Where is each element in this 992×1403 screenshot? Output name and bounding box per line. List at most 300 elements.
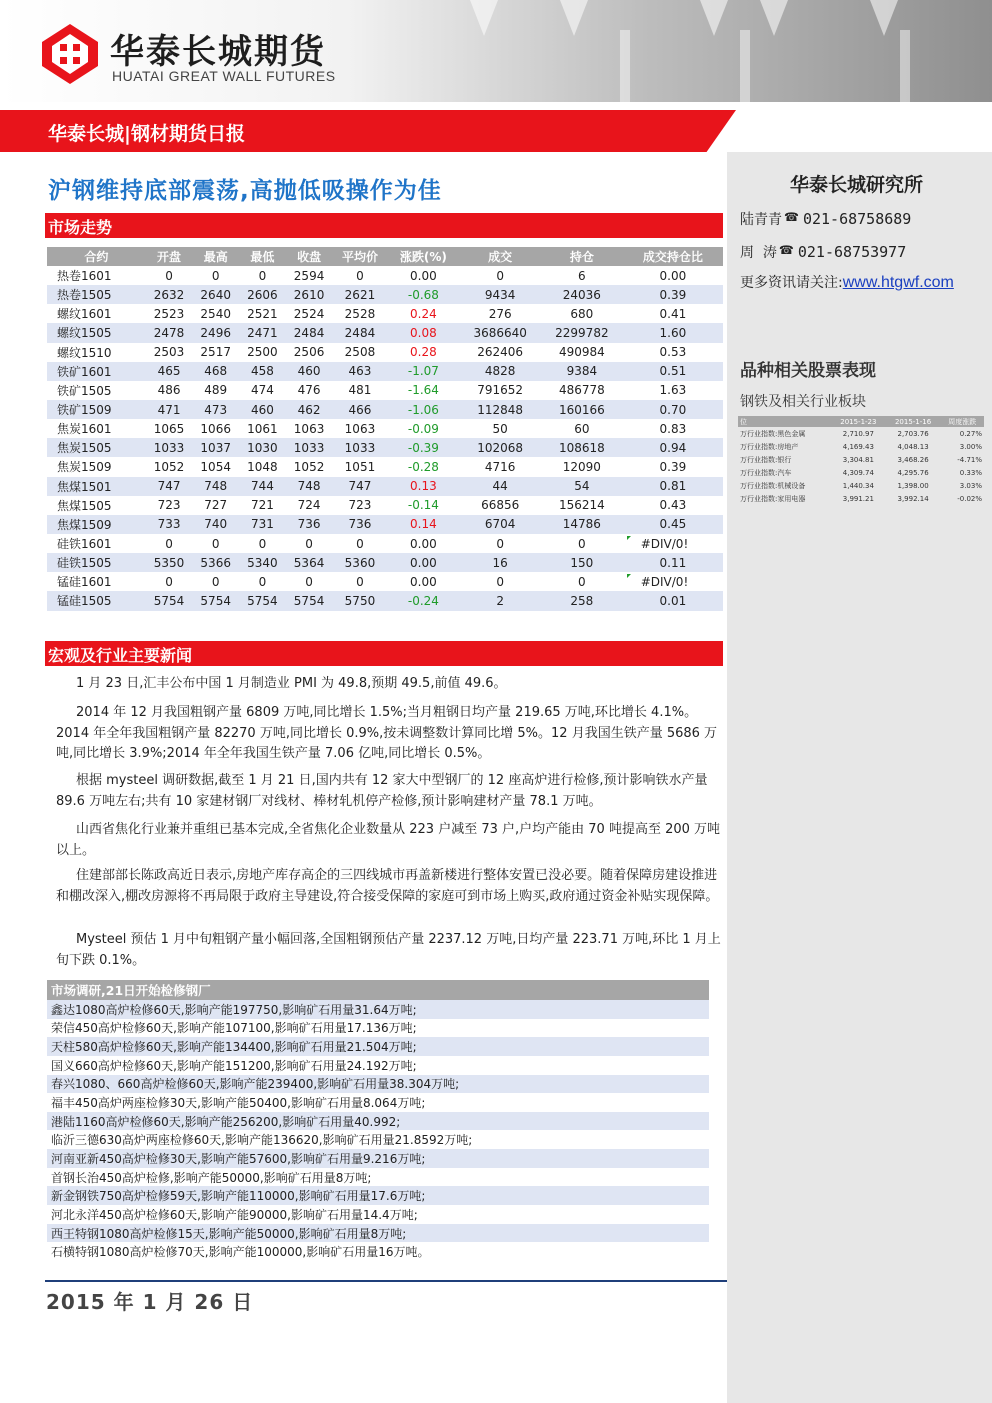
cell-value: 5754 (200, 593, 231, 608)
cell-value: 铁矿1509 (57, 403, 112, 418)
table-cell (47, 457, 146, 476)
table-header-cell: 持仓 (541, 247, 623, 266)
cell-value: 2517 (200, 345, 231, 360)
table-cell (387, 591, 459, 610)
cell-value: 2484 (344, 325, 376, 340)
table-row (47, 1075, 709, 1094)
table-cell: 1,398.00 (897, 481, 929, 490)
table-header-cell: 涨跌(%) (387, 247, 459, 266)
contact-row (740, 209, 911, 229)
table-cell (192, 477, 239, 496)
cell-value: 0 (305, 574, 313, 589)
cell-value: -0.09 (407, 421, 439, 436)
table-row (47, 1186, 709, 1205)
table-cell (47, 419, 146, 438)
table-cell: 3,991.21 (842, 494, 874, 503)
table-row (47, 534, 723, 553)
cell-value: 276 (488, 306, 512, 321)
survey-item: 新金钢铁750高炉检修59天,影响产能110000,影响矿石用量17.6万吨; (47, 1186, 709, 1205)
table-cell (286, 534, 333, 553)
table-cell (146, 438, 193, 457)
table-cell (286, 285, 333, 304)
table-cell (192, 457, 239, 476)
survey-item: 港陆1160高炉检修60天,影响产能256200,影响矿石用量40.992; (47, 1112, 709, 1131)
table-cell (459, 591, 541, 610)
table-header-cell: 2015-1-16 (886, 416, 941, 427)
table-cell (239, 304, 286, 323)
table-cell (623, 266, 723, 285)
table-cell (623, 285, 723, 304)
cell-value: 460 (250, 402, 274, 417)
cell-value: 0.28 (410, 345, 437, 360)
table-row (47, 457, 723, 476)
table-header-row (47, 247, 723, 266)
table-cell (146, 572, 193, 591)
table-cell (332, 266, 387, 285)
cell-value: 2 (496, 593, 504, 608)
table-row (47, 304, 723, 323)
section-title-market: 市场走势 (45, 213, 723, 238)
cell-value: #DIV/0! (640, 575, 689, 590)
cell-value: 1063 (293, 421, 325, 436)
table-row (47, 515, 723, 534)
table-cell (387, 553, 459, 572)
table-cell (332, 400, 387, 419)
cell-value: 焦煤1501 (57, 479, 112, 494)
brand-name-en: HUATAI GREAT WALL FUTURES (112, 68, 336, 84)
table-cell (146, 591, 193, 610)
table-cell (146, 343, 193, 362)
page-headline: 沪钢维持底部震荡,高抛低吸操作为佳 (48, 178, 442, 204)
table-cell (192, 534, 239, 553)
table-header-cell: 最低 (239, 247, 286, 266)
table-cell: 万行业指数:家用电器 (740, 494, 806, 503)
table-row (47, 285, 723, 304)
cell-value: 0.24 (410, 306, 437, 321)
table-row (47, 1019, 709, 1038)
cell-value: 5350 (153, 555, 185, 570)
table-cell (192, 591, 239, 610)
header-decoration (870, 0, 898, 36)
table-cell (387, 381, 459, 400)
cell-value: 1033 (153, 440, 185, 455)
table-row (47, 1037, 709, 1056)
table-cell (387, 572, 459, 591)
cell-value: 2484 (293, 325, 325, 340)
cell-value: 748 (297, 479, 321, 494)
table-cell (459, 400, 541, 419)
table-cell: 4,295.76 (897, 468, 929, 477)
cell-value: 锰硅1505 (57, 594, 112, 609)
cell-value: 0.41 (659, 306, 687, 321)
cell-value: -0.14 (407, 498, 439, 513)
institute-name: 华泰长城研究所 (790, 174, 924, 196)
cell-value: 14786 (562, 517, 601, 532)
cell-value: 5754 (247, 593, 278, 608)
cell-value: 486 (157, 383, 181, 398)
table-row (47, 343, 723, 362)
cell-value: 0 (165, 574, 173, 589)
table-cell (623, 400, 723, 419)
table-cell (459, 362, 541, 381)
survey-title: 市场调研,21日开始检修钢厂 (47, 980, 709, 1000)
cell-value: 156214 (558, 498, 605, 513)
cell-value: 2640 (200, 287, 231, 302)
cell-value: 6 (578, 268, 586, 283)
cell-value: 1033 (293, 440, 325, 455)
cell-value: 焦炭1509 (57, 460, 112, 475)
table-row (47, 1112, 709, 1131)
table-row (47, 1000, 709, 1019)
contact-row (740, 242, 906, 262)
cell-value: 721 (250, 498, 274, 513)
table-cell (541, 457, 623, 476)
table-cell (239, 400, 286, 419)
table-cell (192, 381, 239, 400)
cell-value: 0.83 (659, 421, 687, 436)
phone-icon: ☎ (784, 210, 799, 224)
table-row (47, 553, 723, 572)
cell-value: 748 (204, 479, 228, 494)
contact-phone: 021-68753977 (797, 243, 907, 261)
table-cell (541, 591, 623, 610)
table-header-cell: 合约 (47, 247, 146, 266)
cell-value: 铁矿1601 (57, 364, 112, 379)
table-cell (286, 457, 333, 476)
cell-value: 0.00 (410, 574, 437, 589)
table-cell (623, 572, 723, 591)
news-paragraph: 1 月 23 日,汇丰公布中国 1 月制造业 PMI 为 49.8,预期 49.5,前值 49.6。 (76, 676, 507, 691)
table-cell (332, 343, 387, 362)
table-row (47, 323, 723, 342)
table-cell (47, 572, 146, 591)
table-cell (239, 419, 286, 438)
cell-value: 锰硅1601 (57, 575, 112, 590)
table-cell: 0.27% (959, 429, 982, 438)
table-cell (332, 534, 387, 553)
cell-value: 0 (258, 574, 267, 589)
news-paragraph: 住建部部长陈政高近日表示,房地产库存高企的三四线城市再盖新楼进行整体安置已没必要。随着保障房建设推进和棚改深入,棚改房源将不再局限于政府主导建设,符合接受保障的家庭可到市场上购买,政府通过资金补贴实现保障。 (56, 868, 719, 904)
header-decoration (760, 0, 788, 36)
table-cell (146, 266, 193, 285)
table-row (47, 591, 723, 610)
page-header (0, 0, 992, 102)
cell-value: 5754 (153, 593, 185, 608)
table-cell: 万行业指数:房地产 (740, 442, 799, 451)
table-cell (387, 496, 459, 515)
cell-value: 0.00 (659, 268, 687, 283)
sidebar (727, 152, 992, 1403)
table-cell (387, 323, 459, 342)
table-cell (332, 591, 387, 610)
table-cell (332, 477, 387, 496)
table-row (738, 453, 984, 466)
cell-value: 0 (356, 268, 364, 283)
table-cell: 2,703.76 (897, 429, 929, 438)
table-cell: 万行业指数:银行 (740, 455, 792, 464)
contact-phone: 021-68758689 (802, 210, 912, 228)
table-cell (541, 572, 623, 591)
table-cell (623, 381, 723, 400)
table-cell (146, 304, 193, 323)
report-date: 2015-01-26 (780, 126, 911, 150)
survey-item: 石横特钢1080高炉检修70天,影响产能100000,影响矿石用量16万吨。 (51, 1245, 430, 1260)
cell-value: 9384 (566, 364, 598, 379)
cell-value: 486778 (558, 383, 605, 398)
table-cell (332, 285, 387, 304)
section-title-news: 宏观及行业主要新闻 (45, 641, 723, 666)
table-cell (623, 304, 723, 323)
cell-value: 0 (165, 536, 173, 551)
table-cell: -4.71% (957, 455, 982, 464)
table-cell (146, 457, 193, 476)
table-cell (146, 323, 193, 342)
table-cell (192, 400, 239, 419)
cell-value: 4716 (484, 459, 516, 474)
table-row (47, 1168, 709, 1187)
cell-value: 150 (570, 555, 594, 570)
table-header-cell: 平均价 (332, 247, 387, 266)
table-cell: 3,468.26 (897, 455, 929, 464)
cell-value: 焦煤1509 (57, 517, 112, 532)
table-cell (146, 419, 193, 438)
cell-value: 462 (297, 402, 321, 417)
table-cell (332, 381, 387, 400)
table-header-cell: 成交 (459, 247, 541, 266)
table-header-row (738, 416, 984, 427)
table-cell: 3.00% (959, 442, 982, 451)
table-cell: 3.03% (959, 481, 982, 490)
table-header-cell: 成交持仓比 (623, 247, 723, 266)
table-cell (286, 572, 333, 591)
cell-value: 0.39 (659, 287, 687, 302)
table-cell (541, 515, 623, 534)
header-decoration (740, 30, 750, 102)
cell-value: 5750 (344, 593, 376, 608)
table-cell (286, 553, 333, 572)
cell-value: 焦煤1505 (57, 498, 112, 513)
table-cell (47, 515, 146, 534)
table-cell (459, 553, 541, 572)
table-cell (286, 400, 333, 419)
cell-value: 螺纹1510 (57, 345, 112, 360)
table-cell (459, 266, 541, 285)
cell-value: 1.60 (659, 325, 687, 340)
table-row (738, 466, 984, 479)
survey-item: 春兴1080、660高炉检修60天,影响产能239400,影响矿石用量38.304万吨; (47, 1075, 709, 1094)
cell-value: 736 (348, 517, 372, 532)
table-cell (541, 400, 623, 419)
cell-value: 258 (570, 593, 594, 608)
table-cell (47, 496, 146, 515)
table-cell: 4,048.13 (897, 442, 929, 451)
cell-value: 791652 (477, 383, 524, 398)
table-cell (239, 438, 286, 457)
report-title: 华泰长城|钢材期货日报 (48, 123, 245, 145)
table-cell (623, 591, 723, 610)
table-cell (541, 477, 623, 496)
cell-value: 473 (204, 402, 228, 417)
cell-value: -1.64 (407, 383, 439, 398)
stock-heading: 品种相关股票表现 (740, 361, 876, 381)
table-cell (239, 362, 286, 381)
cell-value: 2521 (247, 306, 278, 321)
cell-value: 2524 (293, 306, 325, 321)
cell-value: 2632 (153, 287, 185, 302)
table-row (47, 1205, 709, 1224)
cell-value: 16 (492, 555, 508, 570)
table-row (738, 492, 984, 505)
table-cell: 3,304.81 (842, 455, 874, 464)
table-cell (286, 266, 333, 285)
website-link[interactable]: www.htgwf.com (842, 274, 954, 291)
cell-value: 50 (492, 421, 508, 436)
market-table (47, 247, 723, 611)
table-cell (541, 343, 623, 362)
cell-value: 硅铁1601 (57, 537, 112, 552)
table-cell (387, 400, 459, 419)
table-cell (239, 496, 286, 515)
table-cell (286, 477, 333, 496)
table-cell (459, 323, 541, 342)
table-row (738, 479, 984, 492)
cell-value: 731 (250, 517, 274, 532)
cell-value: 1030 (247, 440, 278, 455)
survey-item: 临沂三德630高炉两座检修60天,影响产能136620,影响矿石用量21.8592万吨; (51, 1133, 473, 1148)
cell-value: 54 (574, 479, 590, 494)
table-cell (146, 285, 193, 304)
cell-value: 2594 (293, 268, 325, 283)
cell-value: 723 (348, 498, 372, 513)
table-cell (192, 266, 239, 285)
cell-value: 螺纹1505 (57, 326, 112, 341)
cell-value: 1052 (293, 459, 325, 474)
brand-name-cn: 华泰长城期货 (110, 32, 326, 72)
cell-value: 1061 (247, 421, 278, 436)
header-decoration (560, 0, 588, 36)
header-decoration (700, 0, 728, 36)
table-cell (623, 362, 723, 381)
table-cell (459, 381, 541, 400)
cell-value: 466 (348, 402, 372, 417)
cell-value: 0 (211, 268, 220, 283)
company-logo-icon (42, 24, 98, 84)
cell-value: -0.28 (407, 459, 439, 474)
table-cell (47, 438, 146, 457)
table-cell (239, 553, 286, 572)
cell-value: 0.53 (659, 345, 687, 360)
table-cell (623, 438, 723, 457)
cell-value: 2478 (153, 325, 185, 340)
cell-value: 5754 (293, 593, 325, 608)
cell-value: 1037 (200, 440, 231, 455)
table-cell (623, 457, 723, 476)
table-cell (459, 515, 541, 534)
table-cell (459, 572, 541, 591)
cell-value: 5364 (293, 555, 325, 570)
table-cell (623, 343, 723, 362)
cell-value: 744 (250, 479, 274, 494)
table-cell (623, 496, 723, 515)
table-cell (239, 534, 286, 553)
news-paragraph: Mysteel 预估 1 月中旬粗钢产量小幅回落,全国粗钢预估产量 2237.12 万吨,日均产量 223.71 万吨,环比 1 月上旬下跌 0.1%。 (56, 932, 721, 968)
cell-value: 468 (204, 364, 228, 379)
table-row (47, 496, 723, 515)
more-info-label: 更多资讯请关注: (740, 275, 843, 291)
table-cell (459, 304, 541, 323)
table-cell (47, 400, 146, 419)
table-cell (459, 343, 541, 362)
sector-index-table (738, 416, 984, 505)
table-cell (541, 323, 623, 342)
cell-value: 0 (305, 536, 313, 551)
cell-value: 44 (492, 479, 508, 494)
table-header-cell: 周度涨跌 (940, 416, 984, 427)
table-cell (387, 457, 459, 476)
cell-value: 1048 (247, 459, 278, 474)
table-cell (541, 381, 623, 400)
survey-item: 河北永洋450高炉检修60天,影响产能90000,影响矿石用量14.4万吨; (51, 1207, 418, 1222)
table-cell (541, 362, 623, 381)
table-row (47, 362, 723, 381)
table-cell (286, 343, 333, 362)
table-cell (192, 285, 239, 304)
contact-name: 周 涛 (740, 245, 777, 261)
cell-value: 481 (348, 383, 372, 398)
table-cell (286, 496, 333, 515)
cell-value: 0 (578, 574, 586, 589)
cell-value: 5360 (344, 555, 376, 570)
table-cell (146, 477, 193, 496)
table-header-cell: 最高 (192, 247, 239, 266)
cell-value: 0 (258, 536, 267, 551)
cell-value: 6704 (484, 517, 516, 532)
cell-value: 0 (258, 268, 267, 283)
table-cell (146, 515, 193, 534)
cell-value: 2500 (247, 345, 278, 360)
contact-name: 陆青青 (740, 212, 782, 228)
cell-value: 0 (356, 574, 364, 589)
table-cell: 3,992.14 (897, 494, 929, 503)
table-cell: 2,710.97 (842, 429, 874, 438)
cell-value: 160166 (558, 402, 605, 417)
table-cell (623, 553, 723, 572)
table-cell (387, 304, 459, 323)
table-cell (286, 381, 333, 400)
cell-value: 1.63 (659, 383, 687, 398)
table-row (47, 438, 723, 457)
table-cell: 4,169.43 (842, 442, 874, 451)
table-cell (459, 457, 541, 476)
table-cell (47, 477, 146, 496)
survey-item: 鑫达1080高炉检修60天,影响产能197750,影响矿石用量31.64万吨; (47, 1000, 709, 1019)
cell-value: 热卷1601 (57, 269, 112, 284)
table-cell (459, 534, 541, 553)
cell-value: #DIV/0! (640, 537, 689, 552)
cell-value: 0.45 (659, 517, 687, 532)
table-row (47, 400, 723, 419)
cell-value: 0.00 (410, 536, 437, 551)
table-cell (47, 266, 146, 285)
table-cell (47, 304, 146, 323)
cell-value: -0.68 (407, 287, 439, 302)
table-cell (623, 534, 723, 553)
table-cell (286, 419, 333, 438)
cell-value: 2540 (200, 306, 231, 321)
news-paragraph: 根据 mysteel 调研数据,截至 1 月 21 日,国内共有 12 家大中型钢厂的 12 座高炉进行检修,预计影响铁水产量 89.6 万吨左右;共有 10 家建材钢厂对线材、棒材轧机停产检修,预计影响建材产量 78.1 万吨。 (56, 773, 708, 809)
table-cell (332, 553, 387, 572)
table-cell (286, 438, 333, 457)
